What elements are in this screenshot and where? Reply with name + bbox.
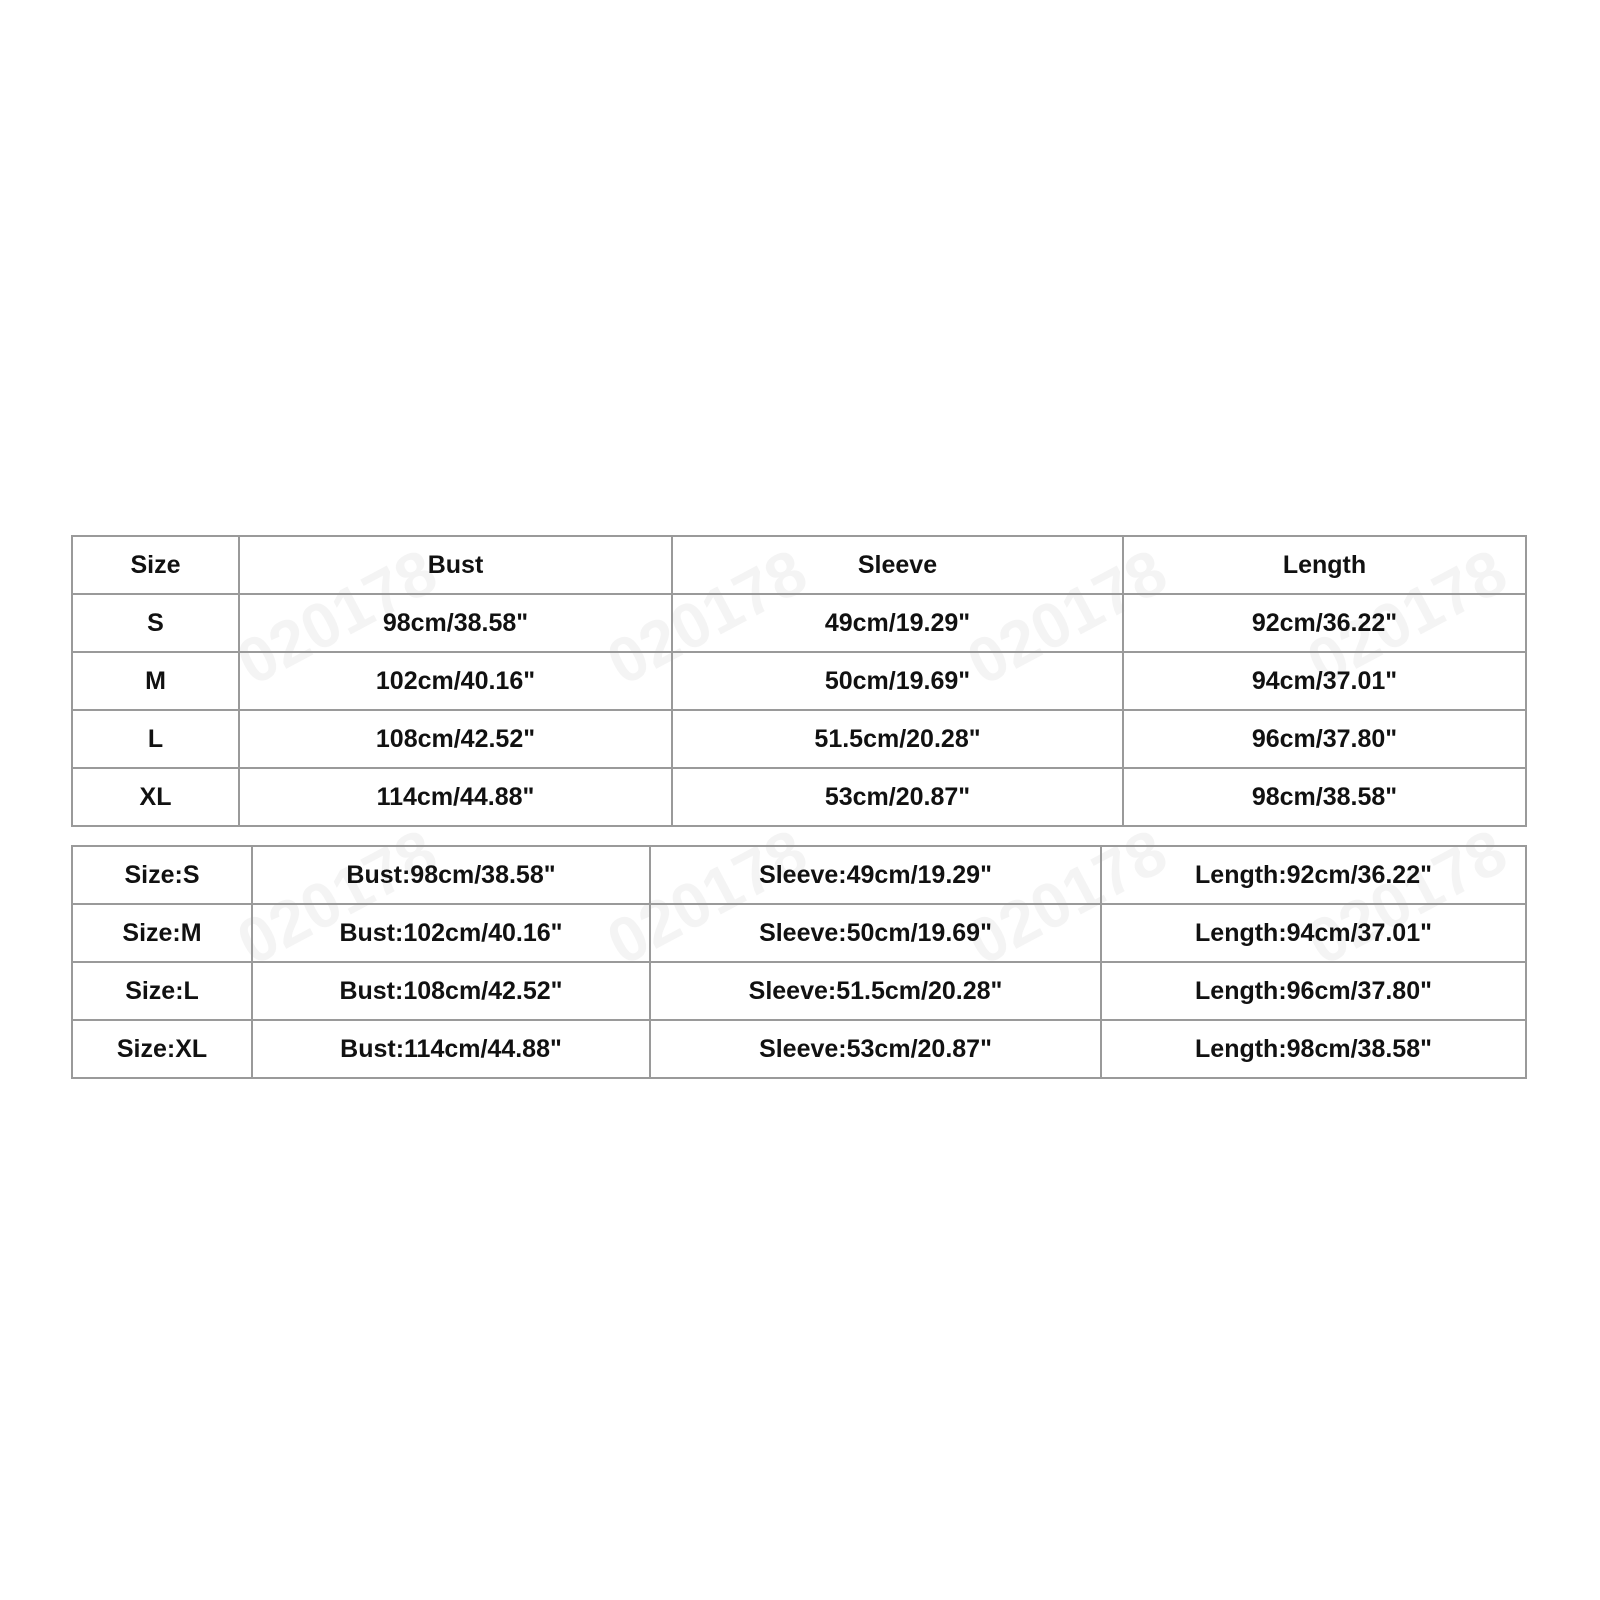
table-cell: Length:96cm/37.80" xyxy=(1101,962,1526,1020)
table-cell: Bust:108cm/42.52" xyxy=(252,962,650,1020)
table-row xyxy=(72,768,1526,826)
table-cell: Bust:98cm/38.58" xyxy=(252,846,650,904)
table-cell: Sleeve:53cm/20.87" xyxy=(650,1020,1101,1078)
table-row xyxy=(72,846,1526,904)
size-detail-table xyxy=(71,845,1527,1079)
table-row xyxy=(72,1020,1526,1078)
table-cell: 96cm/37.80" xyxy=(1123,710,1526,768)
table-cell: S xyxy=(72,594,239,652)
table-cell: Bust:114cm/44.88" xyxy=(252,1020,650,1078)
table-row xyxy=(72,652,1526,710)
table-cell: 49cm/19.29" xyxy=(672,594,1123,652)
table-row xyxy=(72,710,1526,768)
table-cell: Size:M xyxy=(72,904,252,962)
table-cell: 98cm/38.58" xyxy=(239,594,672,652)
table-cell: Sleeve:51.5cm/20.28" xyxy=(650,962,1101,1020)
table-cell: 50cm/19.69" xyxy=(672,652,1123,710)
table-cell: 98cm/38.58" xyxy=(1123,768,1526,826)
table-cell: Length:94cm/37.01" xyxy=(1101,904,1526,962)
table-cell: Size:S xyxy=(72,846,252,904)
table-row xyxy=(72,962,1526,1020)
header-cell-bust: Bust xyxy=(239,536,672,594)
table-cell: XL xyxy=(72,768,239,826)
header-cell-sleeve: Sleeve xyxy=(672,536,1123,594)
table-cell: Sleeve:49cm/19.29" xyxy=(650,846,1101,904)
table-cell: M xyxy=(72,652,239,710)
table-row xyxy=(72,594,1526,652)
header-cell-size: Size xyxy=(72,536,239,594)
table-header-row xyxy=(72,536,1526,594)
table-cell: 108cm/42.52" xyxy=(239,710,672,768)
table-cell: Length:92cm/36.22" xyxy=(1101,846,1526,904)
table-cell: 51.5cm/20.28" xyxy=(672,710,1123,768)
table-cell: 92cm/36.22" xyxy=(1123,594,1526,652)
header-cell-length: Length xyxy=(1123,536,1526,594)
table-cell: 53cm/20.87" xyxy=(672,768,1123,826)
table-cell: 102cm/40.16" xyxy=(239,652,672,710)
table-cell: Bust:102cm/40.16" xyxy=(252,904,650,962)
table-cell: Length:98cm/38.58" xyxy=(1101,1020,1526,1078)
table-cell: 94cm/37.01" xyxy=(1123,652,1526,710)
size-chart-table xyxy=(71,535,1527,827)
table-cell: Sleeve:50cm/19.69" xyxy=(650,904,1101,962)
table-cell: Size:XL xyxy=(72,1020,252,1078)
table-cell: L xyxy=(72,710,239,768)
table-cell: 114cm/44.88" xyxy=(239,768,672,826)
table-row xyxy=(72,904,1526,962)
table-cell: Size:L xyxy=(72,962,252,1020)
